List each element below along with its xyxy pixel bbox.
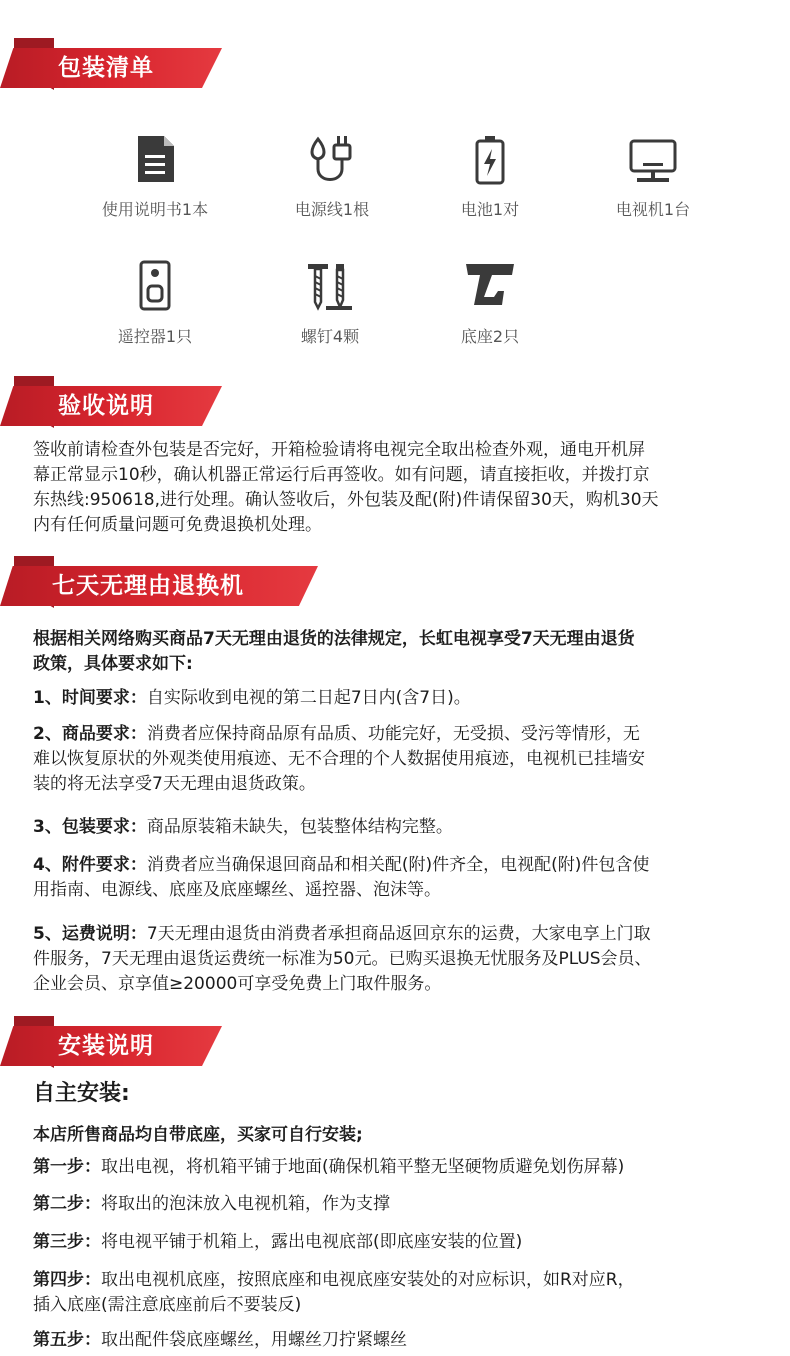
text-line: 插入底座(需注意底座前后不要装反) <box>33 1295 302 1315</box>
step-head: 第一步： <box>33 1157 101 1177</box>
packing-item-manual <box>75 133 235 220</box>
packing-item-stand <box>410 260 570 347</box>
text-line: 消费者应当确保退回商品和相关配(附)件齐全，电视配(附)件包含使 <box>146 855 650 875</box>
text-line: 件服务，7天无理由退货运费统一标准为50元。已购买退换无忧服务及PLUS会员、 <box>33 949 652 969</box>
inspection-text <box>33 438 768 538</box>
step-head: 第三步： <box>33 1232 101 1252</box>
text-line: 用指南、电源线、底座及底座螺丝、遥控器、泡沫等。 <box>33 880 441 900</box>
item-label: 电源线1根 <box>294 200 370 219</box>
packing-item-battery <box>410 133 570 220</box>
install-subtitle: 自主安装: <box>33 1081 130 1106</box>
text-line: 7天无理由退货由消费者承担商品返回京东的运费，大家电享上门取 <box>146 924 651 944</box>
returns-rule-5 <box>33 922 768 997</box>
install-step-2 <box>33 1192 768 1217</box>
document-icon <box>131 133 179 185</box>
install-step-3 <box>33 1230 768 1255</box>
install-step-5 <box>33 1328 768 1353</box>
section-banner-inspection <box>0 376 240 428</box>
text-line: 东热线:950618,进行处理。确认签收后，外包装及配(附)件请保留30天，购机30天 <box>33 490 659 510</box>
text-line: 根据相关网络购买商品7天无理由退货的法律规定，长虹电视享受7天无理由退货 <box>33 629 635 649</box>
item-label: 使用说明书1本 <box>101 200 209 219</box>
text-line: 政策，具体要求如下: <box>33 654 193 674</box>
packing-item-remote <box>75 260 235 347</box>
screws-icon <box>306 260 354 312</box>
returns-rule-4 <box>33 853 768 903</box>
text-line: 难以恢复原状的外观类使用痕迹、无不合理的个人数据使用痕迹，电视机已挂墙安 <box>33 749 645 769</box>
text-line: 将电视平铺于机箱上，露出电视底部(即底座安装的位置) <box>101 1232 523 1252</box>
install-step-1 <box>33 1155 768 1180</box>
packing-item-tv <box>573 133 733 220</box>
item-label: 底座2只 <box>460 327 520 346</box>
section-banner-returns <box>0 556 330 608</box>
text-line: 取出电视，将机箱平铺于地面(确保机箱平整无坚硬物质避免划伤屏幕) <box>101 1157 625 1177</box>
section-title: 七天无理由退换机 <box>52 573 244 599</box>
text-line: 幕正常显示10秒，确认机器正常运行后再签收。如有问题，请直接拒收，并拨打京 <box>33 465 650 485</box>
text-line: 企业会员、京享值≥20000可享受免费上门取件服务。 <box>33 974 442 994</box>
item-label: 遥控器1只 <box>117 327 193 346</box>
item-label: 螺钉4颗 <box>300 327 360 346</box>
step-head: 第二步： <box>33 1194 101 1214</box>
rule-head: 4、附件要求： <box>33 855 147 875</box>
text-line: 自实际收到电视的第二日起7日内(含7日)。 <box>146 688 471 708</box>
returns-rule-2 <box>33 722 768 797</box>
rule-head: 2、商品要求： <box>33 724 147 744</box>
item-label: 电池1对 <box>460 200 520 219</box>
text-line: 消费者应保持商品原有品质、功能完好，无受损、受污等情形，无 <box>146 724 640 744</box>
text-line: 装的将无法享受7天无理由退货政策。 <box>33 774 316 794</box>
section-title: 包装清单 <box>58 55 154 81</box>
text-line: 取出电视机底座，按照底座和电视底座安装处的对应标识，如R对应R， <box>101 1270 635 1290</box>
power-cord-icon <box>308 133 356 185</box>
remote-control-icon <box>131 260 179 312</box>
battery-icon <box>466 133 514 185</box>
item-label: 电视机1台 <box>615 200 691 219</box>
text-line: 商品原装箱未缺失，包装整体结构完整。 <box>146 817 453 837</box>
returns-rule-3 <box>33 815 768 840</box>
rule-head: 1、时间要求： <box>33 688 147 708</box>
text-line: 签收前请检查外包装是否完好，开箱检验请将电视完全取出检查外观，通电开机屏 <box>33 440 645 460</box>
step-head: 第五步： <box>33 1330 101 1350</box>
tv-monitor-icon <box>629 133 677 185</box>
rule-head: 5、运费说明： <box>33 924 147 944</box>
section-title: 验收说明 <box>58 393 154 419</box>
install-step-4 <box>33 1268 768 1318</box>
tv-stand-icon <box>466 260 514 312</box>
text-line: 将取出的泡沫放入电视机箱，作为支撑 <box>101 1194 390 1214</box>
rule-head: 3、包装要求： <box>33 817 147 837</box>
text-line: 内有任何质量问题可免费退换机处理。 <box>33 515 322 535</box>
install-intro: 本店所售商品均自带底座，买家可自行安装; <box>33 1125 363 1145</box>
packing-item-power-cord <box>252 133 412 220</box>
returns-intro <box>33 627 768 677</box>
step-head: 第四步： <box>33 1270 101 1290</box>
packing-item-screws <box>250 260 410 347</box>
text-line: 取出配件袋底座螺丝，用螺丝刀拧紧螺丝 <box>101 1330 407 1350</box>
section-title: 安装说明 <box>58 1033 154 1059</box>
returns-rule-1 <box>33 686 768 711</box>
section-banner-packing <box>0 38 240 90</box>
section-banner-install <box>0 1016 240 1068</box>
